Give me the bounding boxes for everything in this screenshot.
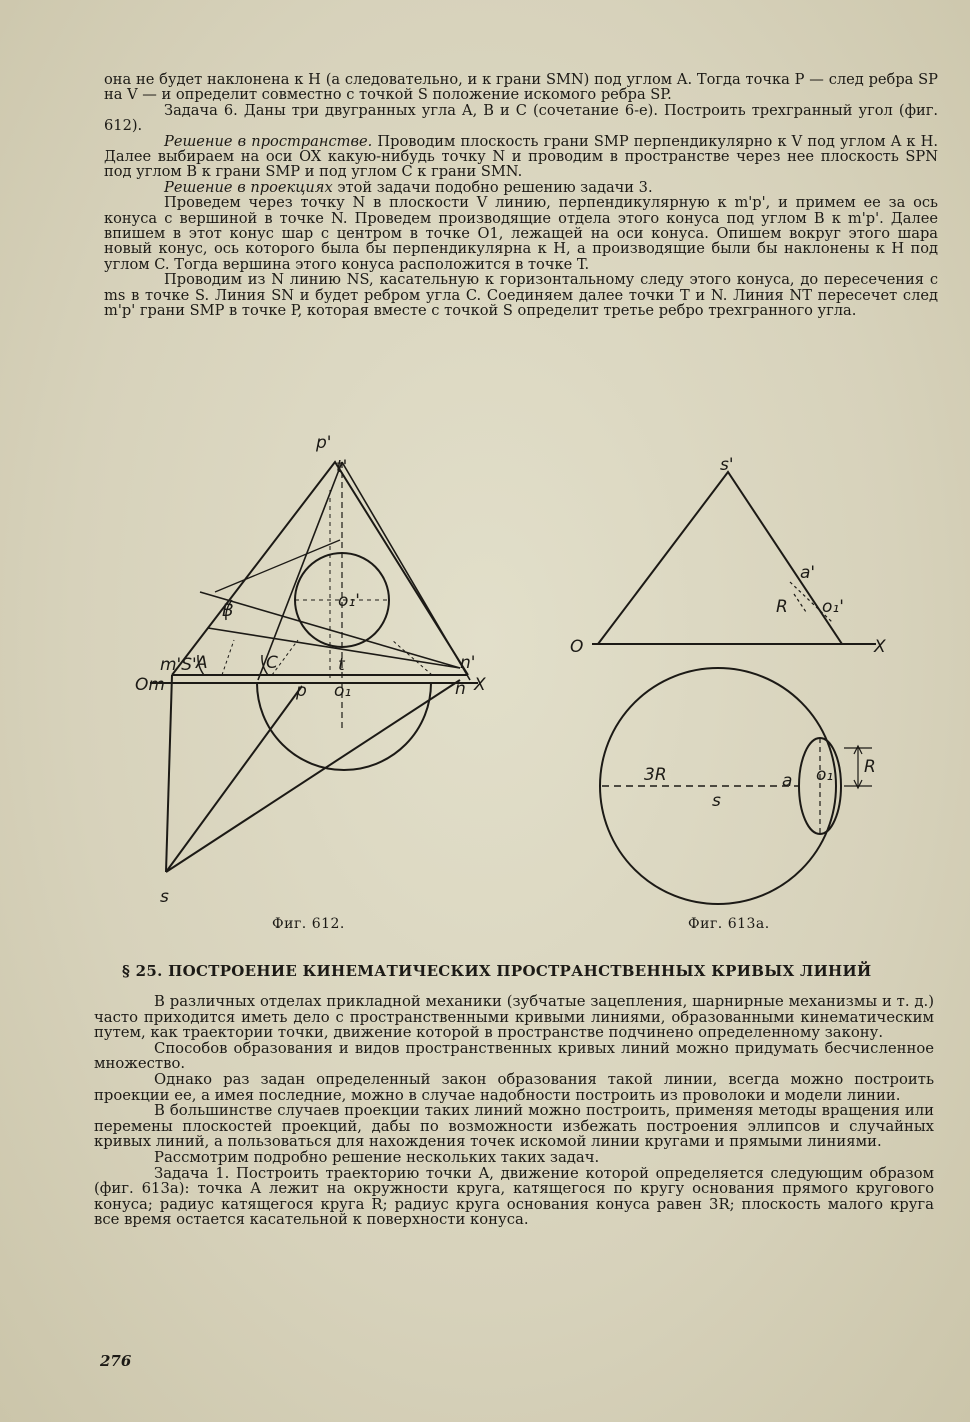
label-x-613: X xyxy=(874,637,886,657)
line-b-n-2 xyxy=(208,628,460,668)
paragraph-1: она не будет наклонена к H (а следовательно, и к грани SMN) под углом A. Тогда точка P — след ребра SP на V — и определит совместно с точкой S положение искомого ребра SP. xyxy=(104,71,938,104)
fig-613a xyxy=(592,472,876,904)
label-o-m: Om xyxy=(135,675,165,695)
label-r-613: R xyxy=(776,597,788,617)
label-o1-prime-613: o₁' xyxy=(822,597,844,617)
dotted-mark-613 xyxy=(794,594,806,612)
paragraph-task-1: Задача 1. Построить траекторию точки A, движение которой определяется следующим образом (фиг. 613а): точка A лежит на окружности круга, катящегося по кругу основания прямого кругового конуса; радиус катящегося круга R; радиус круга основания конуса равен 3R; плоскость малого круга все время остается касательной к поверхности конуса. xyxy=(94,1164,934,1229)
bottom-text-block xyxy=(94,994,934,1228)
label-s: s xyxy=(160,887,169,907)
paragraph-ns: Проводим из N линию NS, касательную к горизонтальному следу этого конуса, до пересечения с ms в точке S. Линия SN и будет ребром угла C. Соединяем далее точки T и N. Линия NT пересечет след m'p' грани SMP в точке P, которая вместе с точкой S определит третье ребро трехгранного угла. xyxy=(104,271,938,320)
base-circle xyxy=(600,668,836,904)
label-s-613: s xyxy=(712,791,721,811)
label-r2-613: R xyxy=(864,757,876,777)
fig-613a-labels xyxy=(570,455,886,811)
label-t-prime: t' xyxy=(336,457,348,477)
label-c: C xyxy=(266,653,278,673)
cone-triangle xyxy=(598,472,842,644)
line-sp xyxy=(166,686,302,872)
label-o-613: O xyxy=(570,637,584,657)
paragraph-methods: Способов образования и видов пространственных кривых линий можно придумать бесчисленное множество. xyxy=(94,1039,934,1073)
label-a-613: a xyxy=(782,771,793,791)
paragraph-consider: Рассмотрим подробно решение нескольких таких задач. xyxy=(154,1148,600,1166)
label-t: t xyxy=(338,655,345,675)
solution-space-label: Решение в пространстве. xyxy=(164,132,373,150)
label-s-prime: s' xyxy=(720,455,734,475)
label-a: A xyxy=(196,653,208,673)
solution-space-text-cont: под углом A к H. Далее выбираем на оси OX какую-нибудь точку N и проводим в пространстве через нее плоскость SPN под углом B к грани SMP и под углом C к грани SMN. xyxy=(104,132,939,181)
paragraph-rotation: В большинстве случаев проекции таких линий можно построить, применяя методы вращения или перемены плоскостей проекций, дабы по возможности избежать построения эллипсов и случайных кривых линий, а пользоваться для нахождения точек искомой линии кругами и прямыми линиями. xyxy=(94,1102,934,1151)
label-o1-prime: o₁' xyxy=(338,591,360,611)
label-3r: 3R xyxy=(644,765,667,785)
label-p-prime: p' xyxy=(316,433,332,453)
label-o1: o₁ xyxy=(334,681,352,701)
fig-612-labels xyxy=(135,433,486,907)
solution-proj-text: этой задачи подобно решению задачи 3. xyxy=(337,178,653,196)
paragraph-cone: Проведем через точку N в плоскости V линию, перпендикулярную к m'p', и примем ее за ось конуса с вершиной в точке N. Проведем производящие отдела этого конуса под углом B к m'p'. Далее впишем в этот конус шар с центром в точке O1, лежащей на оси конуса. Опишем вокруг этого шара новый конус, ось которого была бы перпендикулярна к H, а производящие были бы наклонены к H под углом C. Тогда вершина этого конуса расположится в точке T. xyxy=(104,194,938,273)
line-ms xyxy=(166,675,172,872)
section-heading: § 25. ПОСТРОЕНИЕ КИНЕМАТИЧЕСКИХ ПРОСТРАНСТВЕННЫХ КРИВЫХ ЛИНИЙ xyxy=(122,962,872,980)
page-number: 276 xyxy=(100,1352,132,1370)
paragraph-mechanics: В различных отделах прикладной механики (зубчатые зацепления, шарнирные механизмы и т. д.) часто приходится иметь дело с пространственными кривыми линиями, образованными кинематическим путем, как траектории точки, движение которой в пространстве подчинено определенному закону. xyxy=(94,993,934,1042)
label-n: n xyxy=(455,679,466,699)
line-sn xyxy=(166,680,460,872)
paragraph-task-6: Задача 6. Даны три двугранных угла A, B и C (сочетание 6-е). Построить трехгранный угол (фиг. 612). xyxy=(104,101,938,135)
triangle-main xyxy=(172,462,468,675)
dotted-mark-a xyxy=(222,640,234,675)
solution-space-text: Проводим плоскость грани SMP перпендикулярно к V xyxy=(377,132,803,150)
label-b: B xyxy=(222,601,234,621)
label-a-prime: a' xyxy=(800,563,816,583)
label-p: p xyxy=(296,681,307,701)
caption-fig-612: Фиг. 612. xyxy=(272,916,345,932)
cone-generator-1 xyxy=(342,462,470,680)
line-b-top xyxy=(215,540,340,592)
label-x-612: X xyxy=(474,675,486,695)
label-o1-613: o₁ xyxy=(816,765,834,785)
label-n-prime: n' xyxy=(460,653,476,673)
caption-fig-613a: Фиг. 613а. xyxy=(688,916,770,932)
label-m-s: m'S' xyxy=(160,655,197,675)
solution-proj-label: Решение в проекциях xyxy=(164,178,333,196)
paragraph-law: Однако раз задан определенный закон образования такой линии, всегда можно построить проекции ее, а имея последние, можно в случае надобности построить из проволоки и модели линии. xyxy=(94,1070,934,1104)
